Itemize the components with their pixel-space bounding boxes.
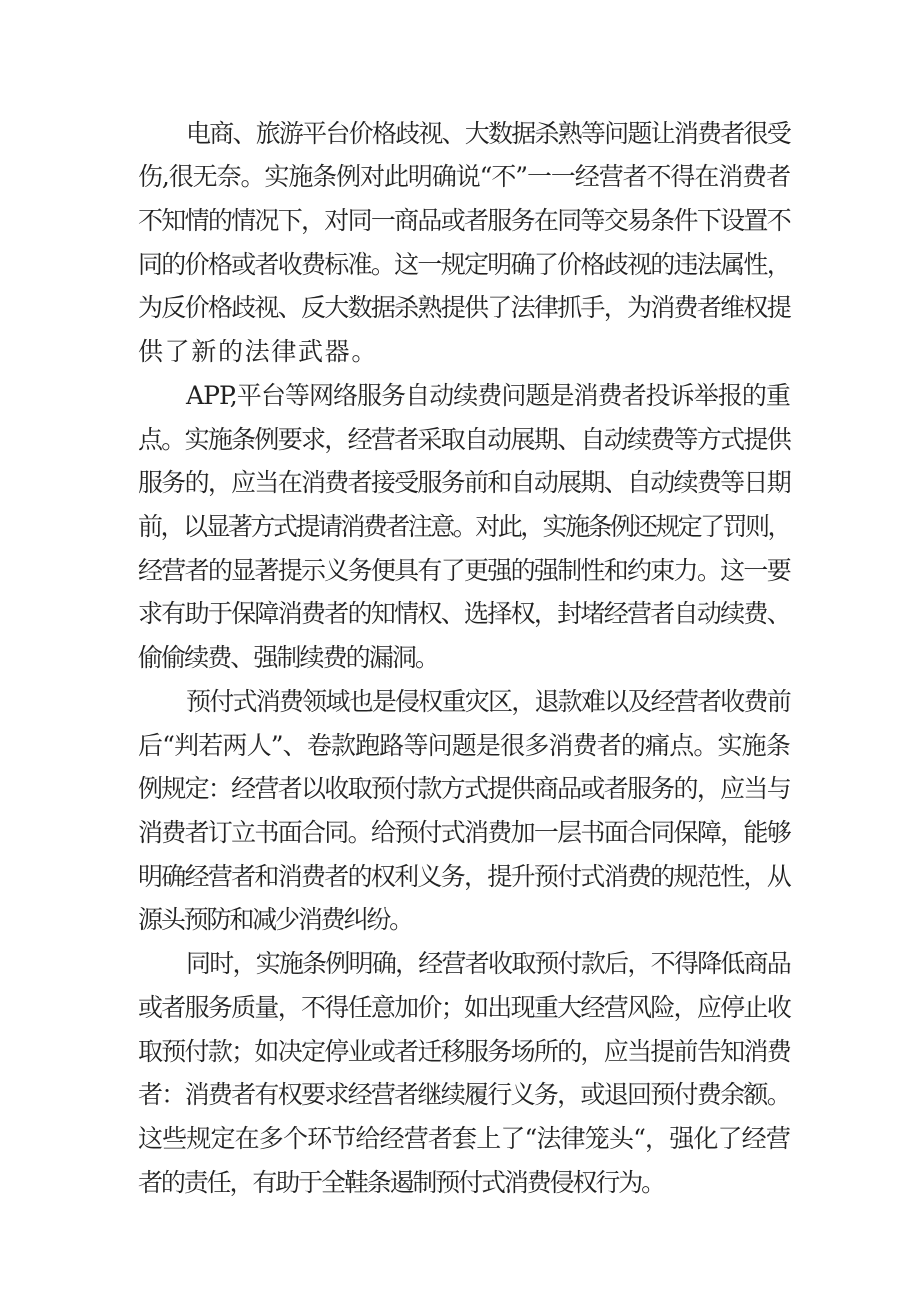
paragraph-2-line-6: 求有助于保障消费者的知情权、选择权，封堵经营者自动续费、 bbox=[138, 599, 790, 628]
paragraph-1-line-5: 为反价格歧视、反大数据杀熟提供了法律抓手，为消费者维权提 bbox=[138, 293, 790, 322]
paragraph-3-line-3: 例规定：经营者以收取预付款方式提供商品或者服务的，应当与 bbox=[138, 774, 790, 803]
paragraph-3-line-1: 预付式消费领域也是侵权重灾区，退款难以及经营者收费前 bbox=[186, 687, 790, 716]
paragraph-1-line-3: 不知情的情况下，对同一商品或者服务在同等交易条件下设置不 bbox=[138, 206, 790, 235]
paragraph-3-line-6: 源头预防和减少消费纠纷。 bbox=[138, 905, 412, 934]
paragraph-3-line-4: 消费者订立书面合同。给预付式消费加一层书面合同保障，能够 bbox=[138, 818, 790, 847]
paragraph-3-line-2: 后“判若两人”、卷款跑路等问题是很多消费者的痛点。实施条 bbox=[138, 731, 790, 760]
paragraph-2-line-1: APP,平台等网络服务自动续费问题是消费者投诉举报的重 bbox=[186, 381, 790, 410]
paragraph-2-line-3: 服务的，应当在消费者接受服务前和自动展期、自动续费等日期 bbox=[138, 468, 790, 497]
paragraph-1-line-2: 伤,很无奈。实施条例对此明确说“不”一一经营者不得在消费者 bbox=[138, 162, 790, 191]
paragraph-2-line-4: 前，以显著方式提请消费者注意。对此，实施条例还规定了罚则， bbox=[138, 512, 790, 541]
paragraph-2-line-7: 偷偷续费、强制续费的漏洞。 bbox=[138, 643, 438, 672]
paragraph-4-line-6: 者的责任，有助于全鞋条遏制预付式消费侵权行为。 bbox=[138, 1168, 664, 1197]
paragraph-4-line-2: 或者服务质量，不得任意加价；如出现重大经营风险，应停止收 bbox=[138, 993, 790, 1022]
paragraph-4-line-4: 者：消费者有权要求经营者继续履行义务，或退回预付费余额。 bbox=[138, 1080, 790, 1109]
paragraph-4-line-5: 这些规定在多个环节给经营者套上了“法律笼头“，强化了经营 bbox=[138, 1124, 790, 1153]
paragraph-2-line-5: 经营者的显著提示义务便具有了更强的强制性和约束力。这一要 bbox=[138, 556, 790, 585]
paragraph-2-line-2: 点。实施条例要求，经营者采取自动展期、自动续费等方式提供 bbox=[138, 425, 790, 454]
paragraph-4-line-3: 取预付款；如决定停业或者迁移服务场所的，应当提前告知消费 bbox=[138, 1037, 790, 1066]
paragraph-4-line-1: 同时，实施条例明确，经营者收取预付款后，不得降低商品 bbox=[186, 949, 790, 978]
paragraph-1-line-6: 供了新的法律武器。 bbox=[138, 337, 378, 366]
paragraph-1-line-1: 电商、旅游平台价格歧视、大数据杀熟等问题让消费者很受 bbox=[186, 119, 790, 148]
paragraph-3-line-5: 明确经营者和消费者的权利义务，提升预付式消费的规范性，从 bbox=[138, 862, 790, 891]
paragraph-1-line-4: 同的价格或者收费标准。这一规定明确了价格歧视的违法属性， bbox=[138, 250, 790, 279]
